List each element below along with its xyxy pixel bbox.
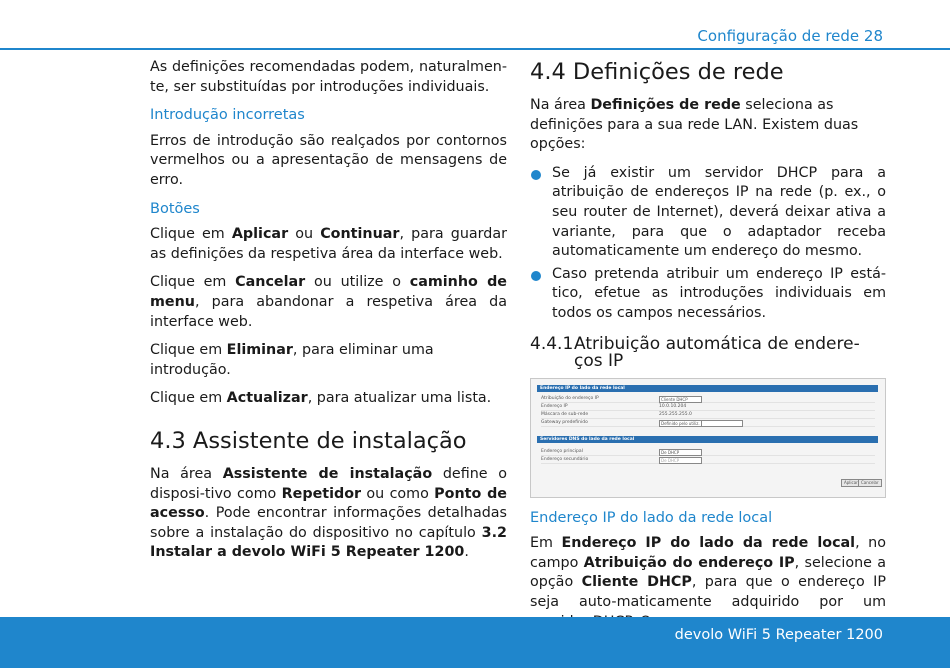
secondary-dns-select[interactable]: De DHCP bbox=[659, 457, 702, 464]
header-rule bbox=[0, 48, 950, 50]
buttons-cancel-paragraph: Clique em Cancelar ou utilize o caminho de menu, para abandonar a respetiva área da interface web. bbox=[150, 274, 507, 330]
gateway-input[interactable] bbox=[701, 420, 743, 427]
table-row: Máscara de sub-rede 255.255.255.0 bbox=[541, 412, 875, 419]
list-item: Caso pretenda atribuir um endereço IP está-tico, efetue as introduções individuais em todos os campos necessários. bbox=[530, 265, 886, 324]
list-item: Se já existir um servidor DHCP para a atribuição de endereços IP na rede (p. ex., o seu router de Internet), deverá deixar ativa a variante, para que o adaptador receba automaticamente um endereço do mesmo. bbox=[530, 164, 886, 262]
footer-product-name: devolo WiFi 5 Repeater 1200 bbox=[674, 627, 883, 643]
table-row: Endereço secundário De DHCP bbox=[541, 457, 875, 464]
bullet-icon bbox=[531, 271, 541, 281]
section-4-3-paragraph: Na área Assistente de instalação define o disposi-tivo como Repetidor ou como Ponto de acesso. Pode encontrar informações detalhadas sobre a instalação do dispositivo no capítulo 3.2 Instalar a devolo WiFi 5 Repeater 1200. bbox=[150, 465, 507, 561]
section-4-4-1-heading bbox=[530, 333, 886, 371]
section-4-4-heading: 4.4 Definições de rede bbox=[530, 59, 784, 85]
panel-bar-lan-ip: Endereço IP do lado da rede local bbox=[537, 385, 878, 392]
right-column bbox=[530, 58, 886, 641]
apply-button[interactable]: Aplicar bbox=[841, 479, 861, 487]
primary-dns-select[interactable]: De DHCP bbox=[659, 449, 702, 456]
subheading-incorrect: Introdução incorretas bbox=[150, 107, 305, 124]
section-number: 4.4.1 bbox=[530, 333, 574, 354]
left-column bbox=[150, 58, 507, 572]
intro-paragraph: As definições recomendadas podem, naturalmen-te, ser substituídas por introduções individuais. bbox=[150, 59, 507, 95]
section-title: Atribuição automática de endere-ços IP bbox=[574, 333, 860, 371]
panel-bar-dns: Servidores DNS do lado da rede local bbox=[537, 436, 878, 443]
table-row: Endereço principal De DHCP bbox=[541, 449, 875, 456]
gateway-select[interactable]: Definido pelo utiliz. bbox=[659, 420, 702, 427]
incorrect-paragraph: Erros de introdução são realçados por contornos vermelhos ou a apresentação de mensagens de erro. bbox=[150, 132, 507, 188]
ip-assignment-select[interactable]: Cliente DHCP bbox=[659, 396, 702, 403]
table-row: Gateway predefinido Definido pelo utiliz. bbox=[541, 420, 875, 427]
settings-screenshot bbox=[530, 378, 886, 498]
subheading-lan-ip: Endereço IP do lado da rede local bbox=[530, 509, 773, 526]
header-title: Configuração de rede 28 bbox=[697, 27, 883, 45]
table-row: Atribuição do endereço IP Cliente DHCP bbox=[541, 396, 875, 403]
section-4-3-heading: 4.3 Assistente de instalação bbox=[150, 427, 467, 454]
page-footer bbox=[0, 617, 950, 668]
bullet-icon bbox=[531, 170, 541, 180]
page-header bbox=[0, 0, 950, 50]
section-4-4-paragraph: Na área Definições de rede seleciona as definições para a sua rede LAN. Existem duas opções: bbox=[530, 97, 859, 153]
subheading-buttons: Botões bbox=[150, 200, 200, 217]
buttons-refresh-paragraph: Clique em Actualizar, para atualizar uma lista. bbox=[150, 390, 492, 407]
buttons-apply-paragraph: Clique em Aplicar ou Continuar, para guardar as definições da respetiva área da interface web. bbox=[150, 226, 507, 262]
options-list bbox=[530, 164, 886, 324]
buttons-delete-paragraph: Clique em Eliminar, para eliminar uma introdução. bbox=[150, 342, 434, 378]
lan-ip-paragraph: Em Endereço IP do lado da rede local, no campo Atribuição do endereço IP, selecione a opção Cliente DHCP, para que o endereço IP seja auto-maticamente adquirido por um bbox=[530, 535, 886, 610]
table-row: Endereço IP 10.0.10.204 bbox=[541, 404, 875, 411]
cancel-button[interactable]: Cancelar bbox=[858, 479, 882, 487]
